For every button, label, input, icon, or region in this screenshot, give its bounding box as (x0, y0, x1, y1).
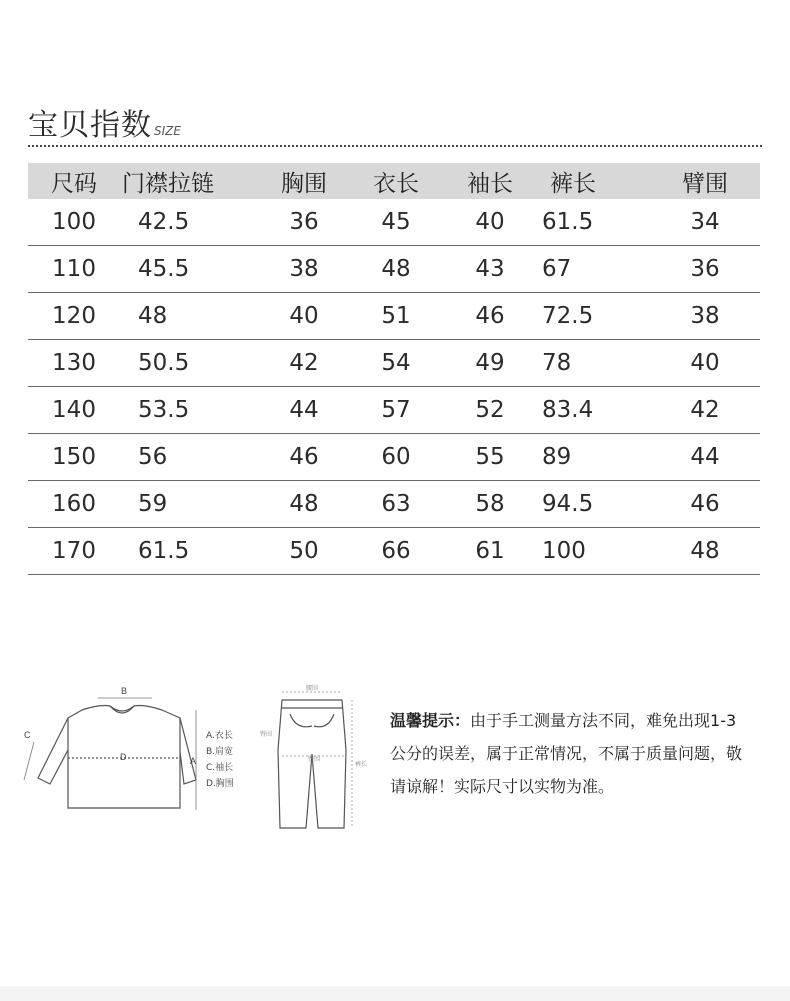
column-header: 臂围 (650, 163, 760, 199)
table-row (28, 434, 760, 481)
column-header: 袖长 (444, 163, 536, 199)
pants-label-waist: 腰围 (306, 685, 319, 692)
pants-icon (278, 700, 346, 828)
table-cell: 61 (444, 528, 536, 575)
table-cell: 36 (650, 246, 760, 293)
dotted-divider (28, 145, 762, 147)
table-cell: 50.5 (120, 340, 260, 387)
table-cell: 40 (444, 199, 536, 246)
shirt-label-a: A (190, 756, 197, 766)
table-row (28, 481, 760, 528)
shirt-label-c: C (24, 730, 31, 740)
size-note (390, 704, 750, 803)
table-header-row (28, 163, 760, 199)
table-cell: 43 (444, 246, 536, 293)
table-cell: 50 (260, 528, 348, 575)
shirt-label-d: D (120, 752, 127, 762)
bottom-bar (0, 986, 790, 1001)
table-row (28, 528, 760, 575)
table-cell: 61.5 (536, 199, 650, 246)
table-cell: 42.5 (120, 199, 260, 246)
table-cell: 56 (120, 434, 260, 481)
table-cell: 170 (28, 528, 120, 575)
table-cell: 34 (650, 199, 760, 246)
table-cell: 45.5 (120, 246, 260, 293)
legend-item: C.袖长 (206, 763, 234, 773)
table-cell: 38 (650, 293, 760, 340)
table-cell: 83.4 (536, 387, 650, 434)
table-cell: 36 (260, 199, 348, 246)
page-subtitle: SIZE (154, 124, 181, 138)
table-cell: 110 (28, 246, 120, 293)
note-text: 由于手工测量方法不同，难免出现1-3公分的误差，属于正常情况，不属于质量问题，敬请谅解！实际尺寸以实物为准。 (390, 711, 743, 796)
table-cell: 59 (120, 481, 260, 528)
table-cell: 150 (28, 434, 120, 481)
table-cell: 140 (28, 387, 120, 434)
column-header: 裤长 (536, 163, 650, 199)
table-cell: 40 (650, 340, 760, 387)
table-cell: 44 (260, 387, 348, 434)
table-cell: 42 (260, 340, 348, 387)
table-cell: 130 (28, 340, 120, 387)
table-cell: 42 (650, 387, 760, 434)
table-cell: 160 (28, 481, 120, 528)
table-cell: 94.5 (536, 481, 650, 528)
pants-label-hip: 臀围 (308, 756, 321, 763)
size-table (28, 163, 760, 575)
table-cell: 72.5 (536, 293, 650, 340)
table-cell: 60 (348, 434, 444, 481)
table-body (28, 199, 760, 575)
table-cell: 66 (348, 528, 444, 575)
table-cell: 49 (444, 340, 536, 387)
table-cell: 48 (650, 528, 760, 575)
table-row (28, 340, 760, 387)
table-cell: 48 (348, 246, 444, 293)
page-header (28, 100, 181, 144)
table-cell: 100 (28, 199, 120, 246)
table-cell: 53.5 (120, 387, 260, 434)
table-cell: 58 (444, 481, 536, 528)
table-row (28, 293, 760, 340)
column-header: 衣长 (348, 163, 444, 199)
column-header: 门襟拉链 (120, 163, 260, 199)
table-cell: 38 (260, 246, 348, 293)
table-cell: 78 (536, 340, 650, 387)
table-cell: 120 (28, 293, 120, 340)
shirt-label-b: B (121, 686, 128, 696)
table-row (28, 199, 760, 246)
table-cell: 48 (260, 481, 348, 528)
table-row (28, 246, 760, 293)
table-cell: 63 (348, 481, 444, 528)
table-cell: 44 (650, 434, 760, 481)
legend-item: B.肩宽 (206, 747, 234, 757)
pants-label-length: 裤长 (355, 761, 368, 768)
table-cell: 57 (348, 387, 444, 434)
table-row (28, 387, 760, 434)
table-cell: 40 (260, 293, 348, 340)
table-cell: 46 (444, 293, 536, 340)
legend-item: D.胸围 (206, 779, 234, 789)
page-title: 宝贝指数 (28, 108, 152, 143)
table-cell: 89 (536, 434, 650, 481)
table-cell: 51 (348, 293, 444, 340)
note-label: 温馨提示： (390, 711, 471, 730)
table-cell: 46 (260, 434, 348, 481)
column-header: 胸围 (260, 163, 348, 199)
shirt-icon (38, 706, 196, 809)
table-cell: 61.5 (120, 528, 260, 575)
table-cell: 55 (444, 434, 536, 481)
table-cell: 46 (650, 481, 760, 528)
table-cell: 67 (536, 246, 650, 293)
pants-label-hip-side: 臀围 (260, 731, 273, 738)
table-cell: 48 (120, 293, 260, 340)
table-cell: 54 (348, 340, 444, 387)
legend-item: A.衣长 (206, 731, 233, 741)
table-cell: 45 (348, 199, 444, 246)
diagram-legend (206, 728, 234, 792)
table-cell: 52 (444, 387, 536, 434)
table-cell: 100 (536, 528, 650, 575)
measurement-diagram (20, 680, 390, 850)
column-header: 尺码 (28, 163, 120, 199)
